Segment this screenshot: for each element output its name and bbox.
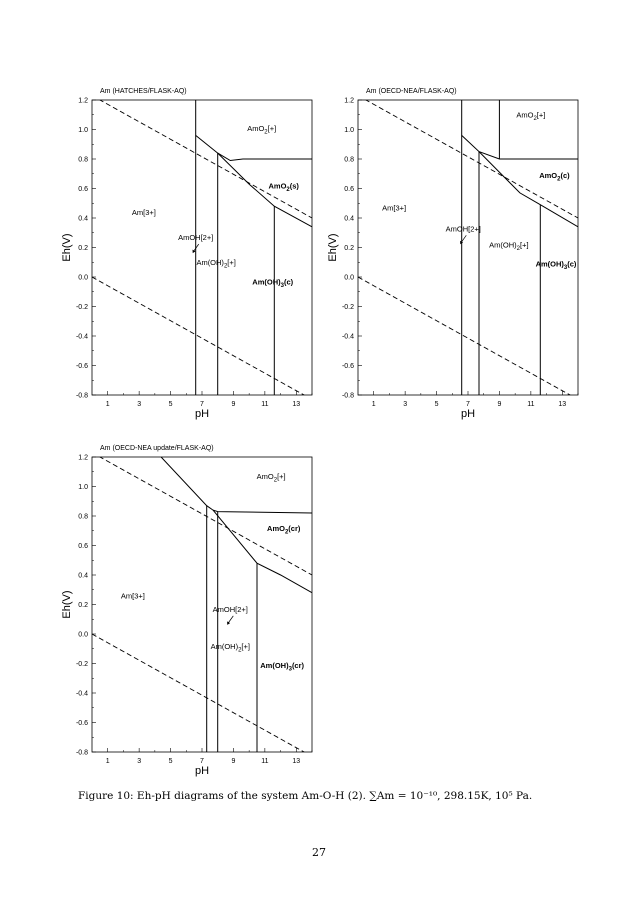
species-label <box>446 224 481 233</box>
x-tick-label: 11 <box>261 758 269 765</box>
species-name: AmO <box>516 110 534 120</box>
species-label <box>257 472 286 484</box>
x-tick-label: 5 <box>434 401 439 408</box>
y-tick-label: 0.6 <box>344 186 354 193</box>
species-subscript: 2 <box>223 263 228 270</box>
y-tick-label: 1.2 <box>78 97 88 105</box>
y-tick-label: -0.6 <box>341 363 354 370</box>
y-tick-label: -0.8 <box>341 392 354 400</box>
water-stability-line <box>358 277 578 399</box>
chart-svg <box>60 437 315 782</box>
y-tick-label: -0.4 <box>75 690 88 698</box>
species-label <box>196 258 235 270</box>
y-tick-label: 0.2 <box>78 602 88 609</box>
species-subscript: 3 <box>280 282 284 289</box>
x-tick-label: 13 <box>292 758 301 765</box>
figure-caption: Figure 10: Eh-pH diagrams of the system Am-O-H (2). ∑Am = 10⁻¹⁰, 298.15K, 10⁵ Pa. <box>78 790 533 802</box>
x-tick-label: 3 <box>137 758 142 765</box>
species-name: AmOH[2+] <box>212 604 248 614</box>
x-axis-label: pH <box>194 408 210 420</box>
species-suffix: [+] <box>267 123 277 133</box>
x-tick-label: 5 <box>168 401 173 408</box>
species-suffix: [+] <box>241 641 250 651</box>
species-suffix: (c) <box>560 171 570 181</box>
water-stability-line <box>92 277 312 399</box>
y-tick-label: 0.8 <box>78 156 88 164</box>
chart-title: Am (OECD-NEA/FLASK-AQ) <box>366 88 457 95</box>
y-tick-label: -0.2 <box>341 304 354 311</box>
species-name: AmO <box>268 181 287 191</box>
y-tick-label: 0.6 <box>78 543 88 550</box>
page-number: 27 <box>312 846 326 859</box>
y-tick-label: 0.2 <box>344 245 354 252</box>
y-tick-label: 1.0 <box>78 127 88 134</box>
species-subscript: 2 <box>557 176 561 183</box>
y-tick-label: 0.4 <box>78 572 88 580</box>
chart-title: Am (HATCHES/FLASK-AQ) <box>100 88 187 95</box>
ehph-diagram-hatches <box>60 80 315 430</box>
species-name: Am(OH) <box>210 641 239 651</box>
water-stability-line <box>92 96 312 218</box>
species-name: Am[3+] <box>120 591 145 601</box>
species-name: Am[3+] <box>131 208 156 218</box>
species-subscript: 3 <box>563 265 568 272</box>
species-name: Am(OH) <box>260 660 289 670</box>
species-label <box>267 524 301 536</box>
chart-svg <box>326 80 581 425</box>
phase-boundary <box>479 152 578 227</box>
species-suffix: (c) <box>283 277 294 287</box>
plot-area <box>358 80 578 399</box>
y-tick-label: 0.6 <box>78 186 88 193</box>
species-subscript: 3 <box>288 666 292 673</box>
species-subscript: 2 <box>238 647 242 654</box>
species-label <box>252 277 293 289</box>
x-tick-label: 7 <box>200 758 204 765</box>
species-name: AmO <box>256 472 274 482</box>
species-name: AmOH[2+] <box>445 224 481 234</box>
x-tick-label: 3 <box>403 401 408 408</box>
species-suffix: (c) <box>567 259 577 269</box>
species-subscript: 2 <box>516 246 520 252</box>
species-subscript: 2 <box>273 477 278 484</box>
y-axis-label: Eh(V) <box>61 590 73 619</box>
species-name: Am(OH) <box>196 258 224 268</box>
chart-title: Am (OECD-NEA update/FLASK-AQ) <box>100 445 214 452</box>
x-tick-label: 11 <box>261 401 269 408</box>
species-suffix: (cr) <box>291 660 305 670</box>
species-suffix: (cr) <box>288 523 301 533</box>
ehph-diagram-oecd-nea-update <box>60 437 315 787</box>
chart-svg <box>60 80 315 425</box>
y-tick-label: 0.4 <box>344 215 354 223</box>
species-label <box>489 241 528 253</box>
species-label <box>260 661 304 673</box>
species-label <box>178 233 213 242</box>
x-tick-label: 11 <box>527 401 535 408</box>
phase-boundary <box>161 457 312 513</box>
y-axis-label: Eh(V) <box>327 233 339 262</box>
species-label <box>132 208 156 217</box>
species-label <box>539 171 570 183</box>
species-label <box>268 182 299 194</box>
species-subscript: 2 <box>286 187 290 193</box>
y-axis-label: Eh(V) <box>61 233 73 262</box>
pointer-arrow <box>228 616 233 623</box>
y-tick-label: -0.4 <box>341 333 354 341</box>
y-tick-label: 0.2 <box>78 245 88 252</box>
ehph-diagram-oecd-nea <box>326 80 581 430</box>
species-label <box>211 642 250 654</box>
y-tick-label: -0.2 <box>75 304 88 311</box>
species-suffix: [+] <box>277 472 286 482</box>
y-tick-label: -0.8 <box>75 749 88 757</box>
plot-frame <box>92 100 312 395</box>
plot-frame <box>358 100 578 395</box>
species-name: AmO <box>247 123 265 133</box>
x-tick-label: 13 <box>292 401 301 408</box>
y-tick-label: -0.8 <box>75 392 88 400</box>
species-suffix: (s) <box>289 181 299 191</box>
water-stability-line <box>92 453 312 575</box>
y-tick-label: 0.0 <box>344 274 354 282</box>
x-axis-label: pH <box>460 408 476 420</box>
x-tick-label: 1 <box>105 401 110 408</box>
species-label <box>536 260 577 272</box>
y-tick-label: 1.0 <box>78 484 88 491</box>
species-label <box>247 124 276 136</box>
species-name: Am(OH) <box>252 277 281 287</box>
x-tick-label: 5 <box>168 758 173 765</box>
x-tick-label: 9 <box>497 401 502 408</box>
species-subscript: 2 <box>533 116 537 123</box>
x-tick-label: 7 <box>466 401 470 408</box>
y-tick-label: 0.8 <box>78 513 88 521</box>
y-tick-label: 1.2 <box>344 97 354 105</box>
species-label <box>516 111 545 123</box>
y-tick-label: -0.2 <box>75 661 88 668</box>
x-axis-label: pH <box>194 765 210 777</box>
x-tick-label: 9 <box>231 758 236 765</box>
y-tick-label: -0.6 <box>75 363 88 370</box>
species-name: AmO <box>539 171 558 181</box>
species-label <box>121 592 145 601</box>
y-tick-label: 0.8 <box>344 156 354 164</box>
species-suffix: [+] <box>536 110 546 120</box>
pointer-arrow <box>194 244 199 251</box>
x-tick-label: 3 <box>137 401 142 408</box>
y-tick-label: 0.4 <box>78 215 88 223</box>
water-stability-line <box>92 634 312 756</box>
species-name: Am(OH) <box>535 259 564 269</box>
y-tick-label: -0.6 <box>75 720 88 727</box>
x-tick-label: 9 <box>231 401 236 408</box>
species-suffix: [+] <box>519 240 529 250</box>
x-tick-label: 13 <box>558 401 567 408</box>
species-label <box>382 204 406 213</box>
species-name: Am[3+] <box>382 203 407 213</box>
species-label <box>213 605 248 614</box>
species-subscript: 2 <box>264 129 268 136</box>
x-tick-label: 1 <box>105 758 110 765</box>
phase-boundary <box>196 80 312 160</box>
y-tick-label: 0.0 <box>78 274 88 282</box>
y-tick-label: 1.0 <box>344 127 354 134</box>
species-name: AmO <box>267 523 285 533</box>
species-suffix: [+] <box>227 258 236 268</box>
phase-boundary <box>213 510 312 593</box>
y-tick-label: -0.4 <box>75 333 88 341</box>
species-name: AmOH[2+] <box>178 233 214 243</box>
y-tick-label: 0.0 <box>78 631 88 639</box>
plot-area <box>92 453 312 757</box>
species-subscript: 2 <box>284 529 289 536</box>
x-tick-label: 7 <box>200 401 204 408</box>
y-tick-label: 1.2 <box>78 454 88 462</box>
species-name: Am(OH) <box>489 240 517 250</box>
x-tick-label: 1 <box>371 401 376 408</box>
